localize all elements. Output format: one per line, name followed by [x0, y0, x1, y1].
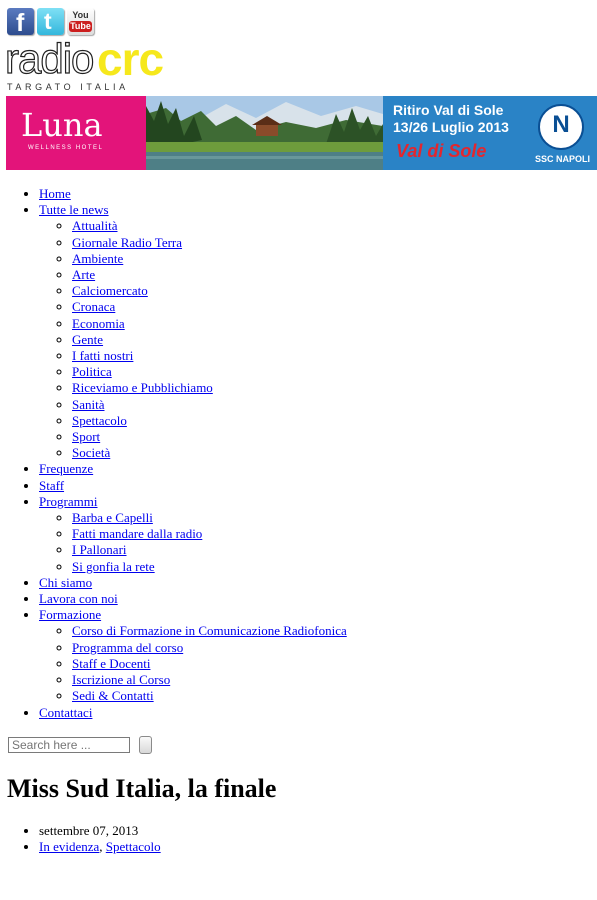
article-title: Miss Sud Italia, la finale	[7, 774, 277, 803]
submenu-item	[72, 672, 597, 688]
menu-link-home[interactable]: Home	[39, 186, 71, 201]
submenu-link-arte[interactable]: Arte	[72, 267, 96, 283]
search-button[interactable]	[139, 736, 152, 754]
banner-luna-logo: Luna	[21, 106, 103, 144]
menu-link-formazione[interactable]: Formazione	[39, 607, 102, 623]
ad-banner[interactable]	[6, 96, 597, 170]
submenu-item	[72, 235, 597, 251]
submenu-item	[72, 348, 597, 364]
submenu-link-barba-e-capelli[interactable]: Barba e Capelli	[72, 510, 153, 526]
main-menu	[0, 186, 597, 721]
submenu-item	[72, 559, 597, 575]
category-link-spettacolo[interactable]: Spettacolo	[105, 839, 161, 855]
submenu-link-iscrizione[interactable]: Iscrizione al Corso	[72, 672, 171, 688]
submenu-item	[72, 542, 597, 558]
submenu-link-politica[interactable]: Politica	[72, 364, 112, 380]
submenu-item	[72, 364, 597, 380]
submenu-link-economia[interactable]: Economia	[72, 315, 125, 331]
menu-list	[0, 186, 597, 721]
twitter-icon[interactable]: t	[37, 8, 64, 35]
banner-luna-panel	[6, 96, 146, 170]
submenu-link-calciomercato[interactable]: Calciomercato	[72, 283, 148, 299]
logo-crc-text: crc	[97, 33, 164, 85]
site-logo[interactable]	[5, 33, 177, 93]
submenu-link-i-fatti-nostri[interactable]: I fatti nostri	[72, 348, 134, 364]
submenu-item	[72, 640, 597, 656]
facebook-icon[interactable]: f	[7, 8, 34, 35]
menu-link-staff[interactable]: Staff	[39, 477, 65, 493]
search-input[interactable]	[8, 737, 130, 753]
menu-item-frequenze	[39, 461, 597, 477]
menu-item-tutte-le-news	[39, 202, 597, 461]
banner-val-di-sole-logo: Val di Sole	[396, 141, 487, 161]
menu-link-chi-siamo[interactable]: Chi siamo	[39, 574, 93, 590]
social-icons	[7, 8, 94, 35]
submenu-item	[72, 267, 597, 283]
submenu-item	[72, 510, 597, 526]
submenu-link-ambiente[interactable]: Ambiente	[72, 250, 124, 266]
banner-luna-subtitle: WELLNESS HOTEL	[28, 145, 104, 151]
submenu-link-corso[interactable]: Corso di Formazione in Comunicazione Radiofonica	[72, 623, 347, 639]
submenu-item	[72, 656, 597, 672]
menu-item-formazione	[39, 607, 597, 704]
submenu-news	[39, 218, 597, 461]
menu-item-programmi	[39, 494, 597, 575]
banner-dates: 13/26 Luglio 2013	[393, 119, 509, 135]
submenu-link-programma[interactable]: Programma del corso	[72, 639, 184, 655]
submenu-link-i-pallonari[interactable]: I Pallonari	[72, 542, 127, 558]
logo-radio-text: radio	[5, 35, 94, 82]
menu-item-lavora	[39, 591, 597, 607]
submenu-item	[72, 218, 597, 234]
submenu-link-sedi-contatti[interactable]: Sedi & Contatti	[72, 688, 154, 704]
submenu-programmi	[39, 510, 597, 575]
submenu-item	[72, 445, 597, 461]
submenu-link-sport[interactable]: Sport	[72, 429, 101, 445]
article-date: • settembre 07, 2013	[39, 823, 161, 839]
submenu-item	[72, 397, 597, 413]
napoli-badge-icon: N	[538, 104, 584, 150]
submenu-item	[72, 688, 597, 704]
menu-item-contattaci	[39, 705, 597, 721]
logo-tagline: TARGATO ITALIA	[7, 82, 129, 92]
submenu-item	[72, 283, 597, 299]
menu-item-chi-siamo	[39, 575, 597, 591]
category-link-in-evidenza[interactable]: In evidenza	[39, 839, 100, 855]
submenu-item	[72, 251, 597, 267]
submenu-item	[72, 299, 597, 315]
article-categories	[39, 839, 161, 855]
youtube-icon[interactable]: You Tube	[67, 8, 94, 35]
menu-link-programmi[interactable]: Programmi	[39, 493, 98, 509]
submenu-link-fatti-mandare[interactable]: Fatti mandare dalla radio	[72, 526, 203, 542]
menu-item-home	[39, 186, 597, 202]
submenu-link-attualita[interactable]: Attualità	[72, 218, 118, 234]
submenu-link-staff-docenti[interactable]: Staff e Docenti	[72, 655, 151, 671]
submenu-link-societa[interactable]: Società	[72, 445, 111, 461]
category-separator: ,	[99, 839, 106, 855]
submenu-link-giornale-radio-terra[interactable]: Giornale Radio Terra	[72, 234, 183, 250]
submenu-link-sanita[interactable]: Sanità	[72, 396, 105, 412]
submenu-item	[72, 526, 597, 542]
menu-link-tutte-le-news[interactable]: Tutte le news	[39, 202, 109, 218]
banner-napoli-panel	[383, 96, 597, 170]
menu-link-contattaci[interactable]: Contattaci	[39, 704, 93, 720]
submenu-link-si-gonfia-la-rete[interactable]: Si gonfia la rete	[72, 558, 155, 574]
submenu-item	[72, 380, 597, 396]
menu-link-frequenze[interactable]: Frequenze	[39, 461, 94, 477]
banner-ritiro-title: Ritiro Val di Sole	[393, 102, 504, 118]
submenu-item	[72, 316, 597, 332]
article-meta	[0, 823, 161, 855]
submenu-formazione	[39, 623, 597, 704]
menu-link-lavora[interactable]: Lavora con noi	[39, 591, 118, 607]
banner-ssc-napoli: SSC NAPOLI	[535, 154, 591, 164]
menu-item-staff	[39, 478, 597, 494]
submenu-link-spettacolo[interactable]: Spettacolo	[72, 412, 127, 428]
submenu-link-gente[interactable]: Gente	[72, 331, 104, 347]
submenu-link-cronaca[interactable]: Cronaca	[72, 299, 116, 315]
submenu-item	[72, 413, 597, 429]
submenu-item	[72, 429, 597, 445]
banner-lake-photo	[146, 96, 383, 170]
submenu-link-riceviamo[interactable]: Riceviamo e Pubblichiamo	[72, 380, 213, 396]
submenu-item	[72, 332, 597, 348]
submenu-item	[72, 623, 597, 639]
